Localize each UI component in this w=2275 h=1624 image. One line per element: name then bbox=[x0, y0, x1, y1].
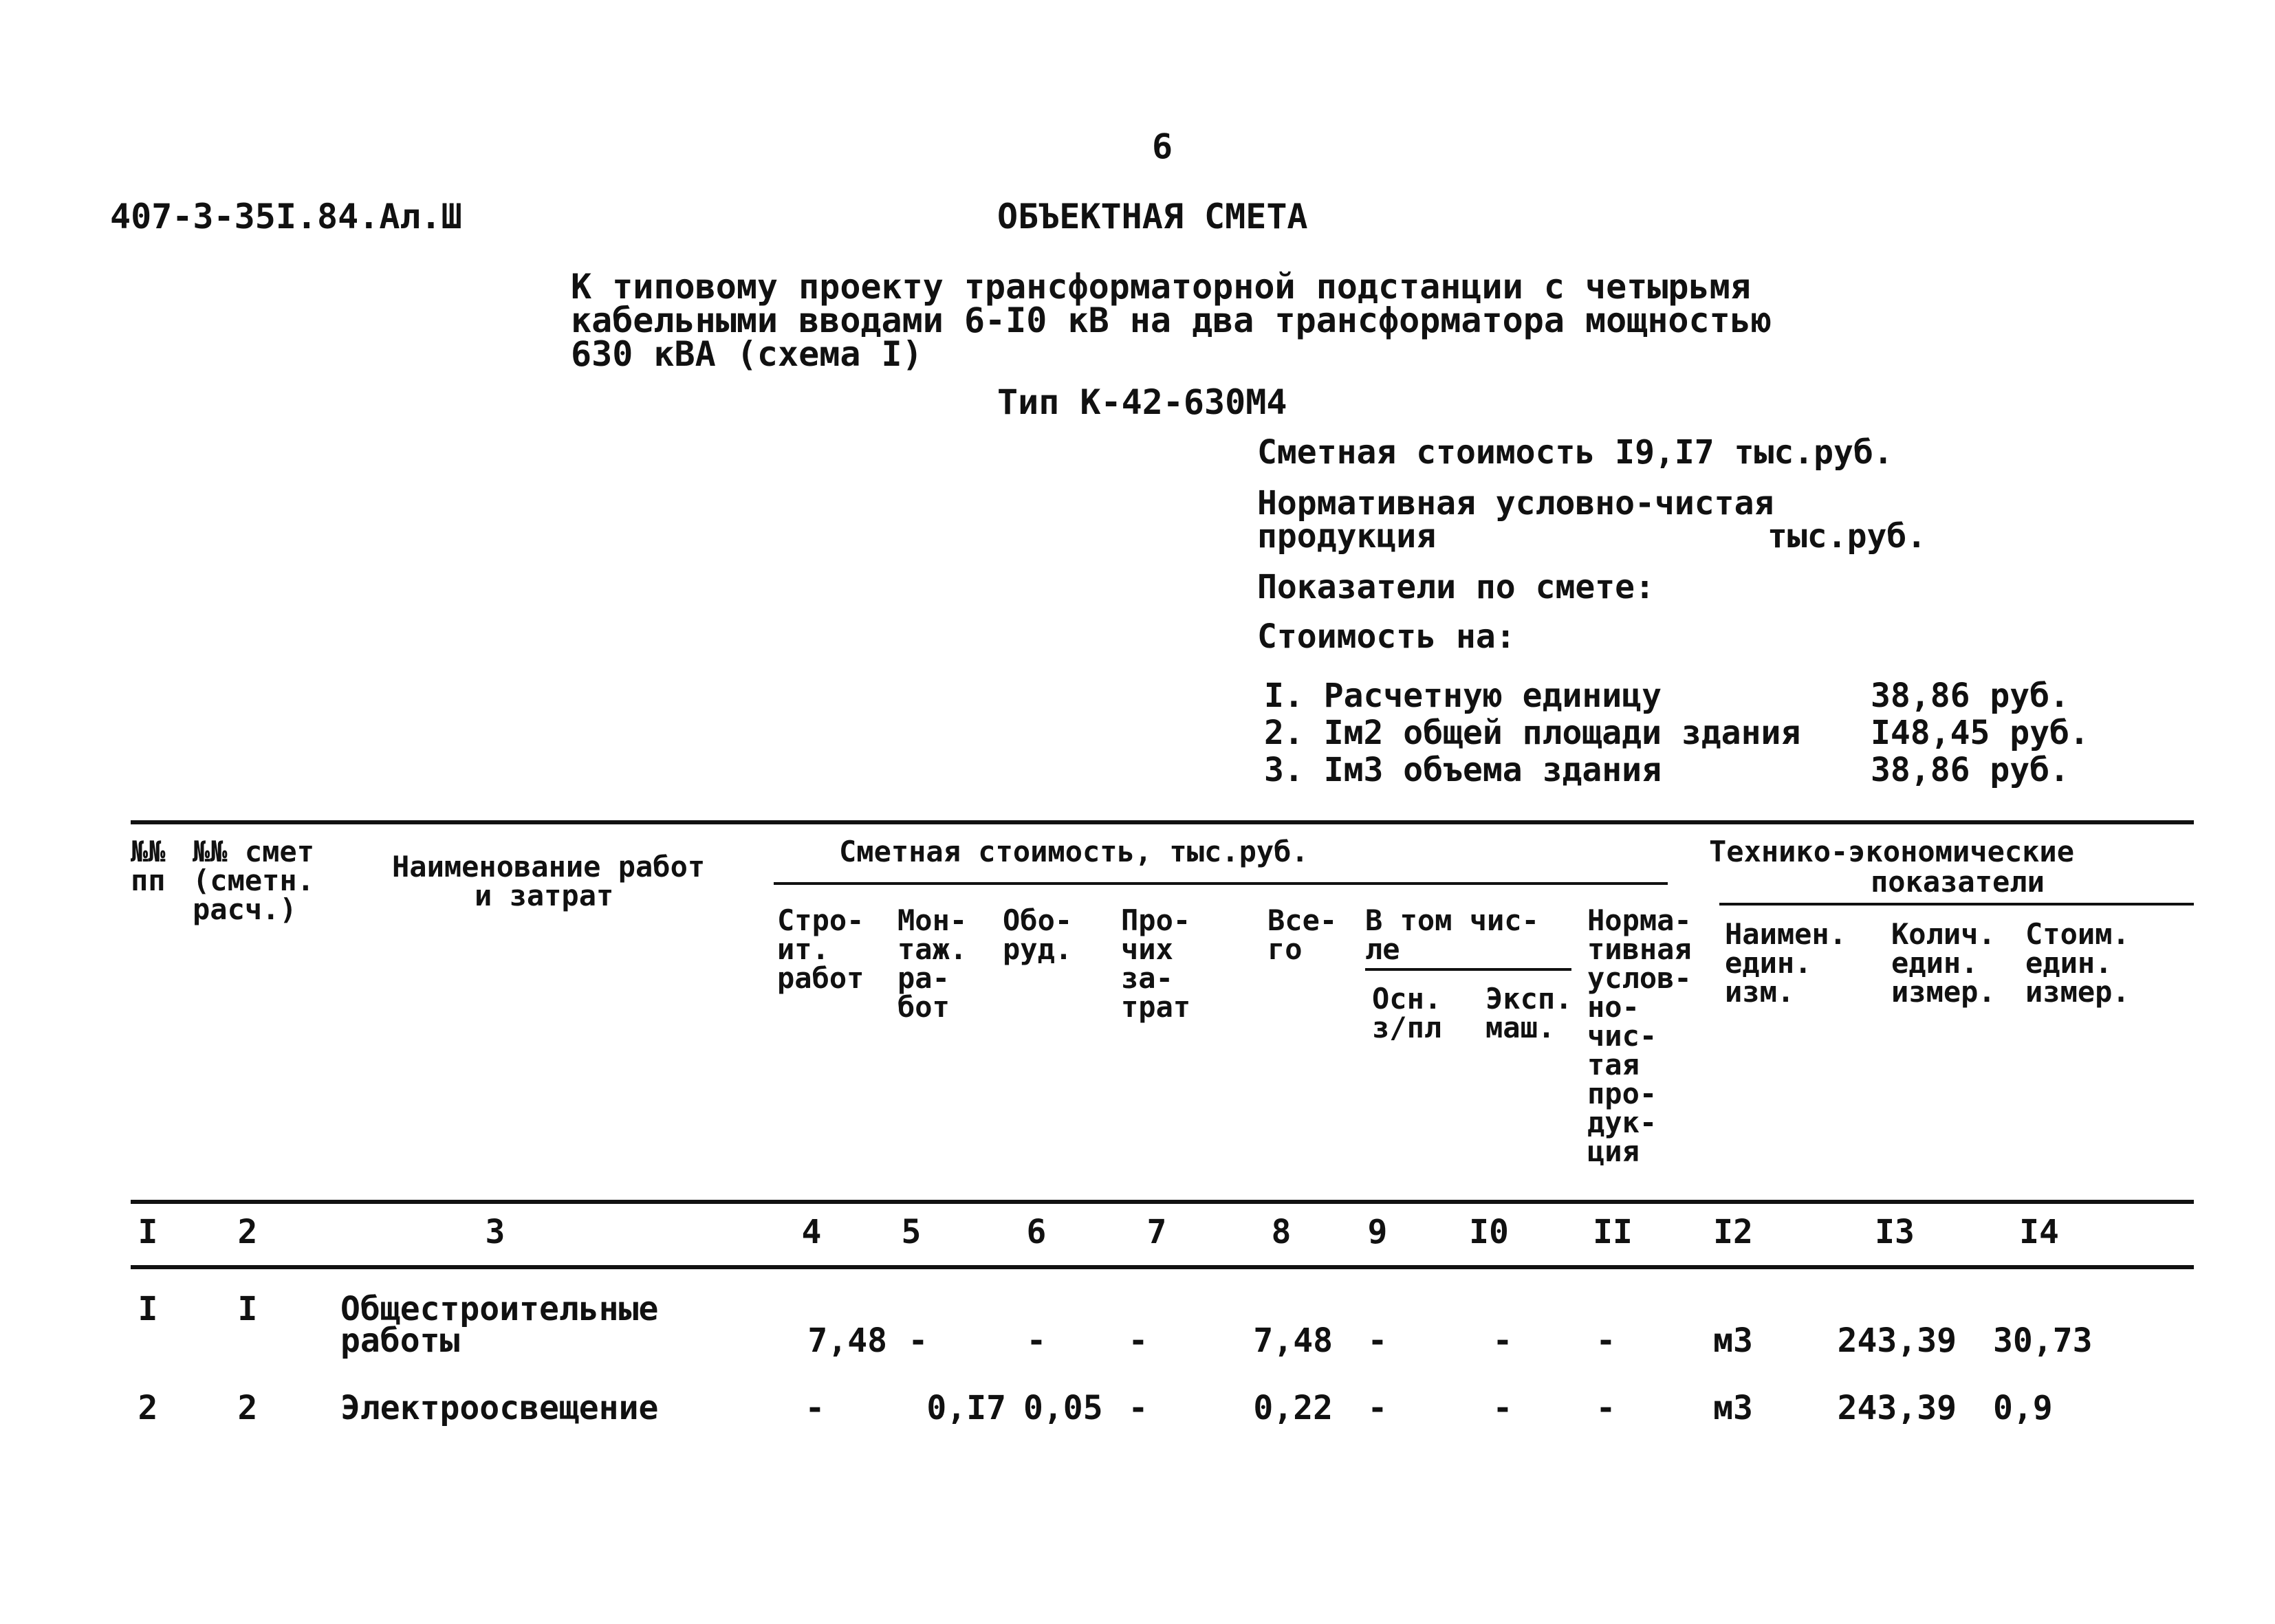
intro-line-1: К типовому проекту трансформаторной подстанции с четырьмя bbox=[571, 267, 1751, 307]
header-col6: Обо- bbox=[1003, 903, 1073, 937]
header-col7: трат bbox=[1121, 990, 1191, 1024]
estimate-number: 2 bbox=[237, 1389, 258, 1427]
col-number: I3 bbox=[1875, 1213, 1915, 1251]
type-line: Тип К-42-630М4 bbox=[997, 382, 1287, 422]
header-col8: Все- bbox=[1267, 903, 1338, 937]
col-number: I0 bbox=[1469, 1213, 1509, 1251]
cell-unit-cost: 0,9 bbox=[1993, 1389, 2053, 1427]
header-col9: з/пл bbox=[1372, 1011, 1442, 1044]
work-name: работы bbox=[340, 1321, 460, 1360]
cell-unit-name: м3 bbox=[1713, 1321, 1753, 1360]
cell-construction: 7,48 bbox=[807, 1321, 887, 1360]
header-col7: Про- bbox=[1121, 903, 1191, 937]
header-col5: ра- bbox=[897, 961, 950, 995]
cell-wages: - bbox=[1367, 1321, 1388, 1360]
cell-equipment: - bbox=[1026, 1321, 1047, 1360]
work-name: Электроосвещение bbox=[340, 1389, 659, 1427]
cell-quantity: 243,39 bbox=[1837, 1321, 1957, 1360]
header-col6: руд. bbox=[1003, 932, 1073, 966]
header-col7: за- bbox=[1121, 961, 1173, 995]
header-col11: услов- bbox=[1587, 961, 1692, 995]
col-number: 6 bbox=[1026, 1213, 1047, 1251]
header-col3: и затрат bbox=[475, 879, 614, 912]
header-col11: дук- bbox=[1587, 1106, 1657, 1139]
document-code: 407-3-35I.84.Ал.Ш bbox=[110, 197, 462, 237]
cost-on-label: Стоимость на: bbox=[1257, 617, 1516, 656]
header-col3: Наименование работ bbox=[392, 850, 706, 884]
col-number: I2 bbox=[1713, 1213, 1753, 1251]
header-col11: тивная bbox=[1587, 932, 1692, 966]
header-col11: про- bbox=[1587, 1077, 1657, 1110]
page-number: 6 bbox=[1152, 127, 1173, 166]
cell-net-product: - bbox=[1596, 1389, 1616, 1427]
col-number: 5 bbox=[901, 1213, 922, 1251]
header-including: В том чис- bbox=[1365, 903, 1539, 937]
header-col5: таж. bbox=[897, 932, 968, 966]
cell-installation: 0,I7 bbox=[926, 1389, 1006, 1427]
header-col5: Мон- bbox=[897, 903, 968, 937]
normative-label-2: продукция bbox=[1257, 517, 1437, 556]
cell-quantity: 243,39 bbox=[1837, 1389, 1957, 1427]
cell-wages: - bbox=[1367, 1389, 1388, 1427]
header-col11: ция bbox=[1587, 1134, 1640, 1168]
col-number: 2 bbox=[237, 1213, 258, 1251]
indicator-label: I. Расчетную единицу bbox=[1264, 677, 1662, 715]
indicator-value: I48,45 руб. bbox=[1871, 714, 2089, 752]
cost-group-rule bbox=[774, 882, 1668, 885]
header-col5: бот bbox=[897, 990, 950, 1024]
cell-net-product: - bbox=[1596, 1321, 1616, 1360]
col-number: 3 bbox=[485, 1213, 505, 1251]
header-col11: тая bbox=[1587, 1048, 1640, 1082]
row-number: I bbox=[138, 1290, 158, 1328]
document-title: ОБЪЕКТНАЯ СМЕТА bbox=[997, 197, 1308, 237]
cell-machines: - bbox=[1492, 1321, 1513, 1360]
estimate-number: I bbox=[237, 1290, 258, 1328]
col-number: 8 bbox=[1271, 1213, 1292, 1251]
header-col2: (сметн. bbox=[193, 864, 315, 897]
tech-group-rule bbox=[1719, 903, 2194, 906]
col-number: 9 bbox=[1367, 1213, 1388, 1251]
header-cost-group: Сметная стоимость, тыс.руб. bbox=[839, 835, 1309, 868]
header-col11: Норма- bbox=[1587, 903, 1692, 937]
col-number: I4 bbox=[2019, 1213, 2059, 1251]
header-col2: расч.) bbox=[193, 892, 297, 926]
header-col12: Наимен. bbox=[1725, 917, 1847, 951]
header-col10: маш. bbox=[1485, 1011, 1556, 1044]
header-col7: чих bbox=[1121, 932, 1173, 966]
header-including: ле bbox=[1365, 932, 1400, 966]
indicators-label: Показатели по смете: bbox=[1257, 568, 1655, 606]
estimated-cost: Сметная стоимость I9,I7 тыс.руб. bbox=[1257, 433, 1893, 472]
header-col4: ит. bbox=[777, 932, 829, 966]
cell-total: 0,22 bbox=[1253, 1389, 1333, 1427]
table-top-rule bbox=[131, 820, 2194, 824]
cell-installation: - bbox=[908, 1321, 928, 1360]
header-col12: един. bbox=[1725, 946, 1812, 980]
normative-unit: тыс.руб. bbox=[1767, 517, 1927, 556]
header-bottom-rule bbox=[131, 1200, 2194, 1204]
header-col1: пп bbox=[131, 864, 166, 897]
indicator-value: 38,86 руб. bbox=[1871, 677, 2069, 715]
header-col4: работ bbox=[777, 961, 864, 995]
header-col4: Стро- bbox=[777, 903, 864, 937]
header-col2: №№ смет bbox=[193, 835, 315, 868]
header-col12: изм. bbox=[1725, 975, 1795, 1009]
header-col11: но- bbox=[1587, 990, 1640, 1024]
header-col13: Колич. bbox=[1891, 917, 1996, 951]
header-col8: го bbox=[1267, 932, 1303, 966]
header-col14: измер. bbox=[2025, 975, 2130, 1009]
header-col9: Осн. bbox=[1372, 982, 1442, 1016]
cell-unit-cost: 30,73 bbox=[1993, 1321, 2093, 1360]
row-number: 2 bbox=[138, 1389, 158, 1427]
header-col13: един. bbox=[1891, 946, 1979, 980]
cell-unit-name: м3 bbox=[1713, 1389, 1753, 1427]
col-number: II bbox=[1593, 1213, 1633, 1251]
intro-line-3: 630 кВА (схема I) bbox=[571, 334, 923, 374]
header-col13: измер. bbox=[1891, 975, 1996, 1009]
indicator-label: 3. Iм3 объема здания bbox=[1264, 751, 1662, 789]
cell-equipment: 0,05 bbox=[1023, 1389, 1103, 1427]
header-col14: Стоим. bbox=[2025, 917, 2130, 951]
normative-label: Нормативная условно-чистая bbox=[1257, 484, 1774, 523]
header-tech-group: показатели bbox=[1871, 865, 2045, 899]
col-number: 7 bbox=[1146, 1213, 1167, 1251]
indicator-value: 38,86 руб. bbox=[1871, 751, 2069, 789]
header-col14: един. bbox=[2025, 946, 2113, 980]
indicator-label: 2. Iм2 общей площади здания bbox=[1264, 714, 1801, 752]
cell-total: 7,48 bbox=[1253, 1321, 1333, 1360]
cell-other: - bbox=[1128, 1321, 1149, 1360]
col-number: 4 bbox=[801, 1213, 822, 1251]
incl-sub-rule bbox=[1365, 968, 1571, 971]
header-col1: №№ bbox=[131, 835, 166, 868]
cell-construction: - bbox=[805, 1389, 825, 1427]
colnum-bottom-rule bbox=[131, 1265, 2194, 1269]
header-col11: чис- bbox=[1587, 1019, 1657, 1053]
cell-machines: - bbox=[1492, 1389, 1513, 1427]
header-tech-group: Технико-экономические bbox=[1709, 835, 2075, 868]
intro-line-2: кабельными вводами 6-I0 кВ на два трансформатора мощностью bbox=[571, 300, 1772, 340]
work-name: Общестроительные bbox=[340, 1290, 659, 1328]
col-number: I bbox=[138, 1213, 158, 1251]
cell-other: - bbox=[1128, 1389, 1149, 1427]
header-col10: Эксп. bbox=[1485, 982, 1573, 1016]
